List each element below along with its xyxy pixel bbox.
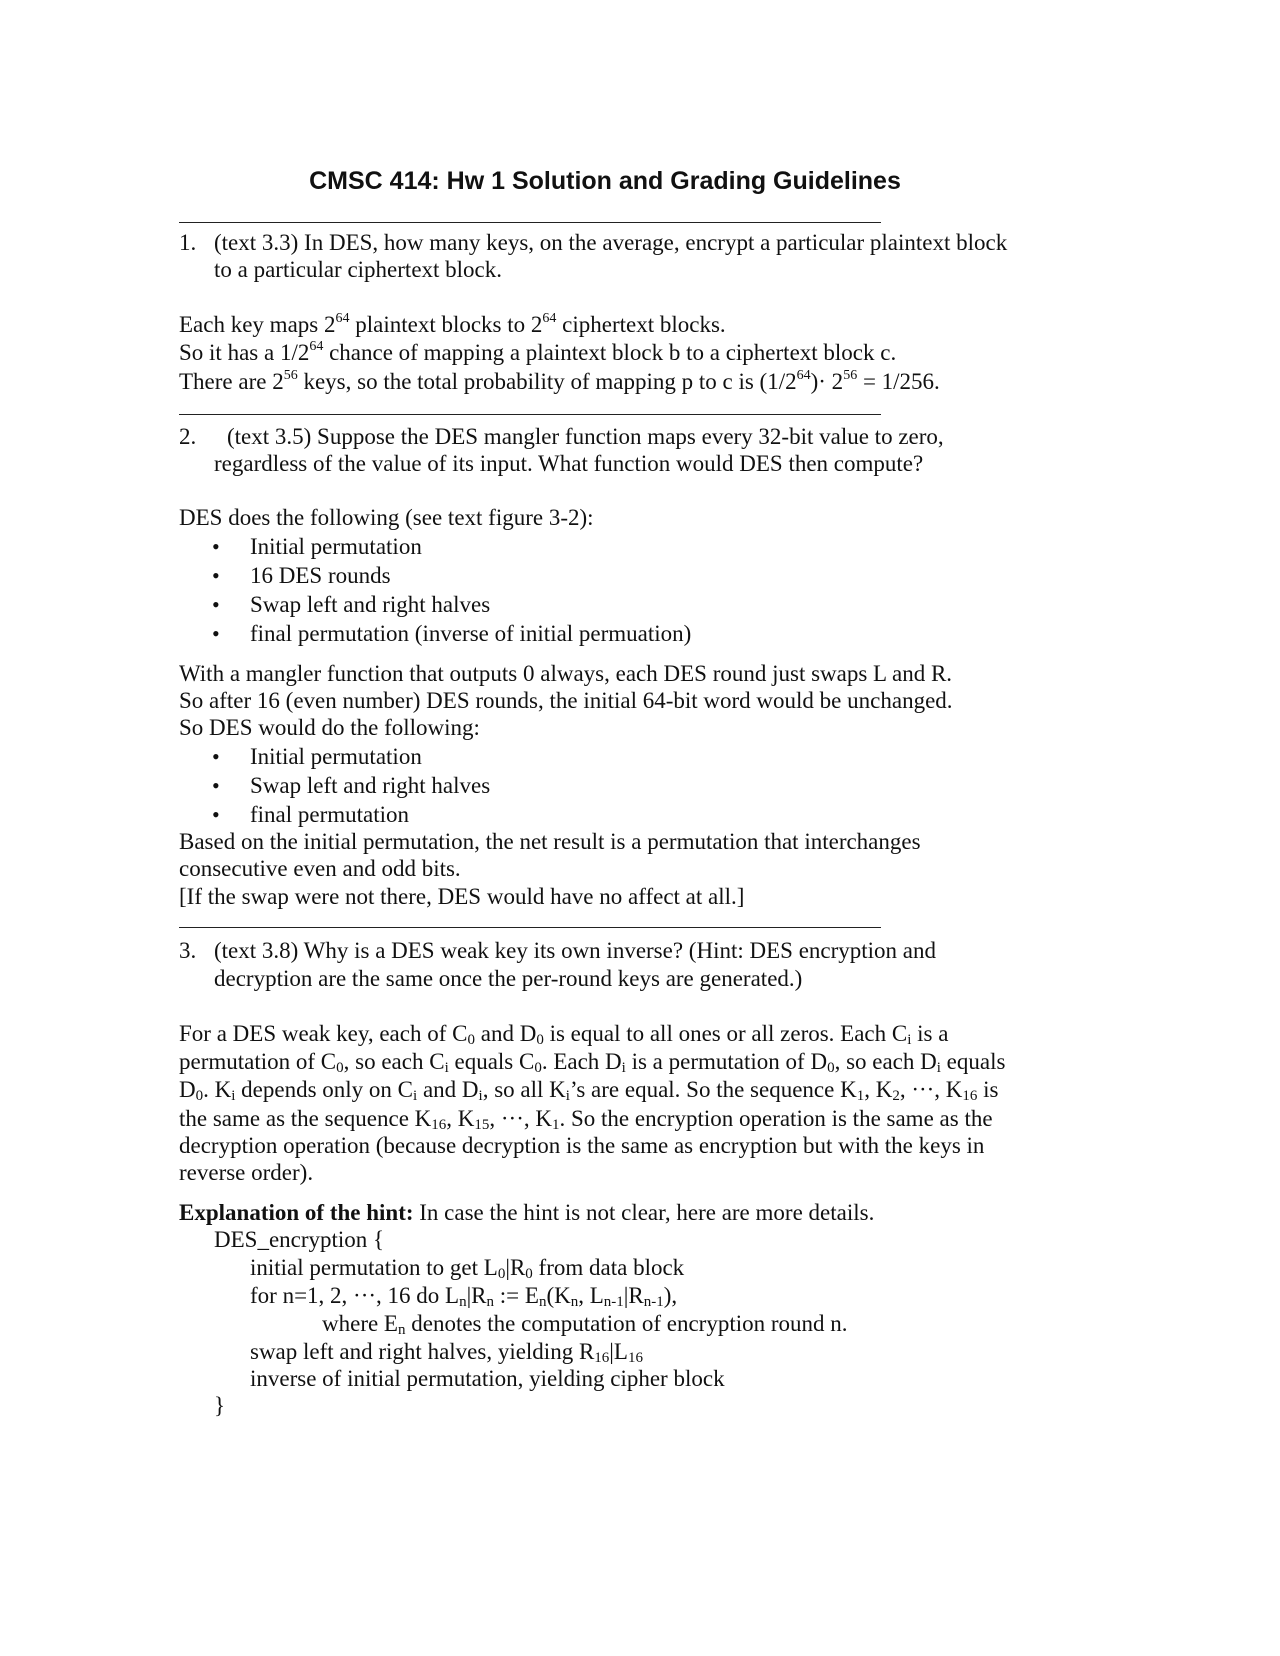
- bullet-icon: •: [212, 534, 220, 559]
- answer-line: Based on the initial permutation, the net result is a permutation that interchanges: [179, 829, 921, 854]
- question-number: 1.: [179, 230, 197, 255]
- question-text: decryption are the same once the per-round keys are generated.): [214, 966, 803, 991]
- pseudocode-line: for n=1, 2, ···, 16 do $L_n|R_n$ := $E_n(K_n$, $L_{n-1}|R_{n-1}$),: [250, 1283, 678, 1310]
- answer-line: So DES would do the following:: [179, 715, 480, 740]
- separator-rule: [179, 414, 881, 415]
- answer-line: DES does the following (see text figure 3-2):: [179, 505, 594, 530]
- bullet-item: Swap left and right halves: [250, 592, 491, 617]
- pseudocode-line: DES_encryption {: [214, 1227, 385, 1252]
- question-text: to a particular ciphertext block.: [214, 257, 503, 282]
- bullet-item: 16 DES rounds: [250, 563, 391, 588]
- pseudocode-line: }: [214, 1393, 226, 1418]
- bullet-icon: •: [212, 563, 220, 588]
- hint-explanation: Explanation of the hint: In case the hint is not clear, here are more details.: [179, 1200, 875, 1225]
- bullet-item: Initial permutation: [250, 744, 422, 769]
- bullet-icon: •: [212, 802, 220, 827]
- bullet-icon: •: [212, 621, 220, 646]
- answer-line: the same as the sequence $K_{16}$, $K_{15}$, ···, $K_1$. So the encryption operation is the same as the: [179, 1106, 993, 1133]
- document-title: CMSC 414: Hw 1 Solution and Grading Guidelines: [309, 167, 901, 195]
- bullet-item: final permutation (inverse of initial permuation): [250, 621, 692, 646]
- pseudocode-line: swap left and right halves, yielding $R_{16}|L_{16}$: [250, 1339, 643, 1366]
- answer-line: With a mangler function that outputs 0 always, each DES round just swaps L and R.: [179, 661, 953, 686]
- answer-line: Each key maps $2^{64}$ plaintext blocks to $2^{64}$ ciphertext blocks.: [179, 311, 726, 337]
- bullet-item: Initial permutation: [250, 534, 422, 559]
- bullet-icon: •: [212, 773, 220, 798]
- question-number: 3.: [179, 938, 197, 963]
- separator-rule: [179, 222, 881, 223]
- bullet-icon: •: [212, 744, 220, 769]
- bullet-icon: •: [212, 592, 220, 617]
- bullet-item: Swap left and right halves: [250, 773, 491, 798]
- question-text: regardless of the value of its input. What function would DES then compute?: [214, 451, 924, 476]
- answer-line: consecutive even and odd bits.: [179, 856, 461, 881]
- pseudocode-line: where $E_n$ denotes the computation of encryption round n.: [322, 1311, 848, 1338]
- pseudocode-line: initial permutation to get $L_0|R_0$ from data block: [250, 1255, 685, 1282]
- bullet-item: final permutation: [250, 802, 410, 827]
- answer-line: permutation of $C_0$, so each $C_i$ equals $C_0$. Each $D_i$ is a permutation of $D_0$, so each $D_i$ equals: [179, 1049, 1006, 1076]
- separator-rule: [179, 927, 881, 928]
- answer-line: [If the swap were not there, DES would have no affect at all.]: [179, 884, 745, 909]
- pseudocode-line: inverse of initial permutation, yielding cipher block: [250, 1366, 725, 1391]
- answer-line: So after 16 (even number) DES rounds, the initial 64-bit word would be unchanged.: [179, 688, 953, 713]
- question-text: (text 3.5) Suppose the DES mangler function maps every 32-bit value to zero,: [227, 424, 944, 449]
- answer-line: So it has a $1/2^{64}$ chance of mapping a plaintext block b to a ciphertext block c.: [179, 339, 897, 365]
- question-text: (text 3.3) In DES, how many keys, on the average, encrypt a particular plaintext block: [214, 230, 1008, 255]
- question-text: (text 3.8) Why is a DES weak key its own inverse? (Hint: DES encryption and: [214, 938, 937, 963]
- answer-line: $D_0$. $K_i$ depends only on $C_i$ and $D_i$, so all $K_i’s$ are equal. So the sequence $K_1$, $K_2$, ···, $K_{16}$ is: [179, 1077, 999, 1104]
- answer-line: There are $2^{56}$ keys, so the total probability of mapping p to c is $(1/2^{64})\cdot 2^{56} = 1/256$.: [179, 368, 940, 394]
- answer-line: reverse order).: [179, 1160, 314, 1185]
- answer-line: For a DES weak key, each of $C_0$ and $D_0$ is equal to all ones or all zeros. Each $C_i$ is a: [179, 1021, 949, 1048]
- answer-line: decryption operation (because decryption is the same as encryption but with the keys in: [179, 1133, 985, 1158]
- question-number: 2.: [179, 424, 197, 449]
